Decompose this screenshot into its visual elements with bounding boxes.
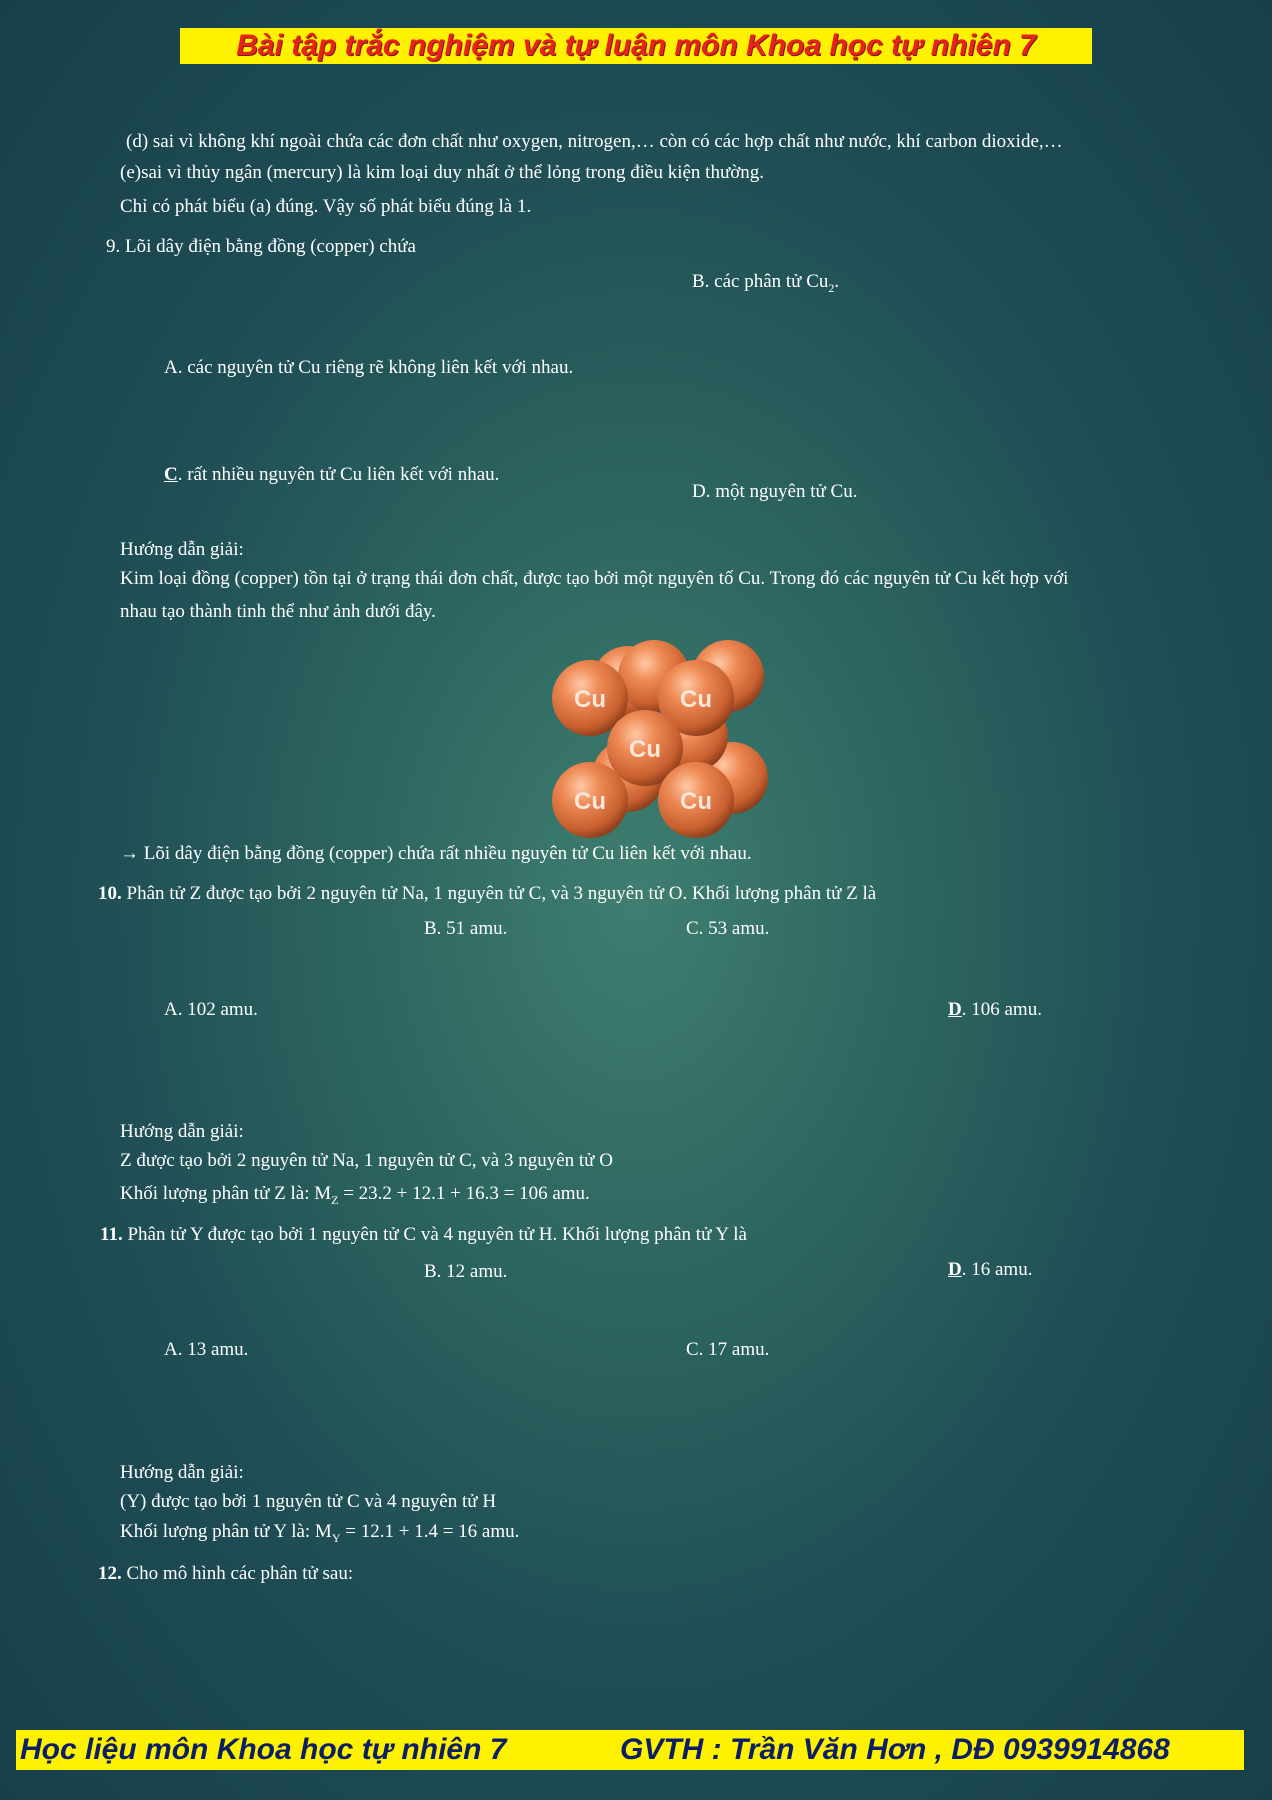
atom-label: Cu	[574, 686, 606, 713]
q10-guide-line-2	[120, 1182, 590, 1206]
q10-number: 10.	[98, 883, 122, 904]
q9-number: 9.	[106, 236, 121, 257]
q12-question	[98, 1562, 353, 1586]
q10-option-b: B. 51 amu.	[424, 918, 508, 939]
q11-guide-line-1: (Y) được tạo bởi 1 nguyên tử C và 4 nguyên tử H	[120, 1491, 497, 1512]
q10-guide-subscript: Z	[331, 1192, 339, 1207]
q9-guide-line-2: nhau tạo thành tinh thể như ảnh dưới đây.	[120, 601, 436, 622]
q11-guide-line-2-text: Khối lượng phân tử Y là: M	[120, 1521, 332, 1542]
q11-guide-line-2	[120, 1520, 519, 1544]
q9-option-b-period: .	[834, 271, 840, 292]
q9-option-c-text: . rất nhiều nguyên tử Cu liên kết với nhau.	[177, 464, 500, 485]
q9-conclusion: → Lõi dây điện bằng đồng (copper) chứa rất nhiều nguyên tử Cu liên kết với nhau.	[120, 843, 752, 864]
q10-guide-line-2-formula: = 23.2 + 12.1 + 16.3 = 106 amu.	[338, 1183, 590, 1204]
q8-statement-e: (e)sai vì thủy ngân (mercury) là kim loại duy nhất ở thể lỏng trong điều kiện thường.	[120, 162, 765, 183]
q8-conclusion: Chỉ có phát biểu (a) đúng. Vậy số phát biểu đúng là 1.	[120, 196, 532, 217]
page-footer	[16, 1730, 1244, 1770]
q9-guide-title: Hướng dẫn giải:	[120, 539, 244, 560]
q11-answer-letter: D	[948, 1259, 962, 1280]
q10-guide-line-2-text: Khối lượng phân tử Z là: M	[120, 1183, 332, 1204]
q8-statement-d: (d) sai vì không khí ngoài chứa các đơn chất như oxygen, nitrogen,… còn có các hợp chất như nước, khí carbon dioxide,…	[126, 131, 1063, 152]
q9-question	[106, 235, 416, 259]
footer-teacher-contact: GVTH : Trần Văn Hơn , DĐ 0939914868	[620, 1733, 1170, 1766]
q10-guide-title: Hướng dẫn giải:	[120, 1121, 244, 1142]
q10-option-d-text: . 106 amu.	[961, 999, 1042, 1020]
copper-crystal-illustration	[548, 636, 770, 840]
q9-option-a: A. các nguyên tử Cu riêng rẽ không liên kết với nhau.	[164, 357, 574, 378]
q11-guide-title: Hướng dẫn giải:	[120, 1462, 244, 1483]
atom-label: Cu	[680, 686, 712, 713]
q11-option-d	[948, 1258, 1032, 1282]
q9-option-b	[692, 270, 839, 294]
q10-question-text: Phân tử Z được tạo bởi 2 nguyên tử Na, 1 nguyên tử C, và 3 nguyên tử O. Khối lượng phân tử Z là	[126, 883, 877, 904]
q11-option-a: A. 13 amu.	[164, 1339, 249, 1360]
q9-question-text: Lõi dây điện bằng đồng (copper) chứa	[125, 236, 416, 257]
atom-label: Cu	[574, 788, 606, 815]
q11-option-d-text: . 16 amu.	[961, 1259, 1033, 1280]
q11-question-text: Phân tử Y được tạo bởi 1 nguyên tử C và 4 nguyên tử H. Khối lượng phân tử Y là	[127, 1224, 747, 1245]
atom-label: Cu	[680, 788, 712, 815]
q12-question-text: Cho mô hình các phân tử sau:	[126, 1563, 354, 1584]
q11-number: 11.	[100, 1224, 123, 1245]
q12-number: 12.	[98, 1563, 122, 1584]
page-header-title: Bài tập trắc nghiệm và tự luận môn Khoa học tự nhiên 7	[180, 28, 1092, 64]
q11-guide-line-2-formula: = 12.1 + 1.4 = 16 amu.	[340, 1521, 520, 1542]
q9-guide-line-1: Kim loại đồng (copper) tồn tại ở trạng thái đơn chất, được tạo bởi một nguyên tố Cu. Trong đó các nguyên tử Cu kết hợp với	[120, 568, 1069, 589]
q11-question	[100, 1223, 747, 1247]
q10-question	[98, 882, 876, 906]
atom-label: Cu	[629, 736, 661, 763]
q9-option-b-text: B. các phân tử Cu	[692, 271, 829, 292]
q10-option-d	[948, 998, 1042, 1022]
q11-option-b: B. 12 amu.	[424, 1261, 508, 1282]
q10-option-a: A. 102 amu.	[164, 999, 258, 1020]
q11-option-c: C. 17 amu.	[686, 1339, 770, 1360]
q10-answer-letter: D	[948, 999, 962, 1020]
q10-option-c: C. 53 amu.	[686, 918, 770, 939]
q9-option-d: D. một nguyên tử Cu.	[692, 481, 858, 502]
q10-guide-line-1: Z được tạo bởi 2 nguyên tử Na, 1 nguyên tử C, và 3 nguyên tử O	[120, 1150, 613, 1171]
q9-answer-letter: C	[164, 464, 178, 485]
q11-guide-subscript: Y	[331, 1530, 341, 1545]
q9-option-c	[164, 463, 499, 487]
q9-option-b-subscript: 2	[828, 280, 835, 295]
footer-course-name: Học liệu môn Khoa học tự nhiên 7	[20, 1733, 507, 1766]
